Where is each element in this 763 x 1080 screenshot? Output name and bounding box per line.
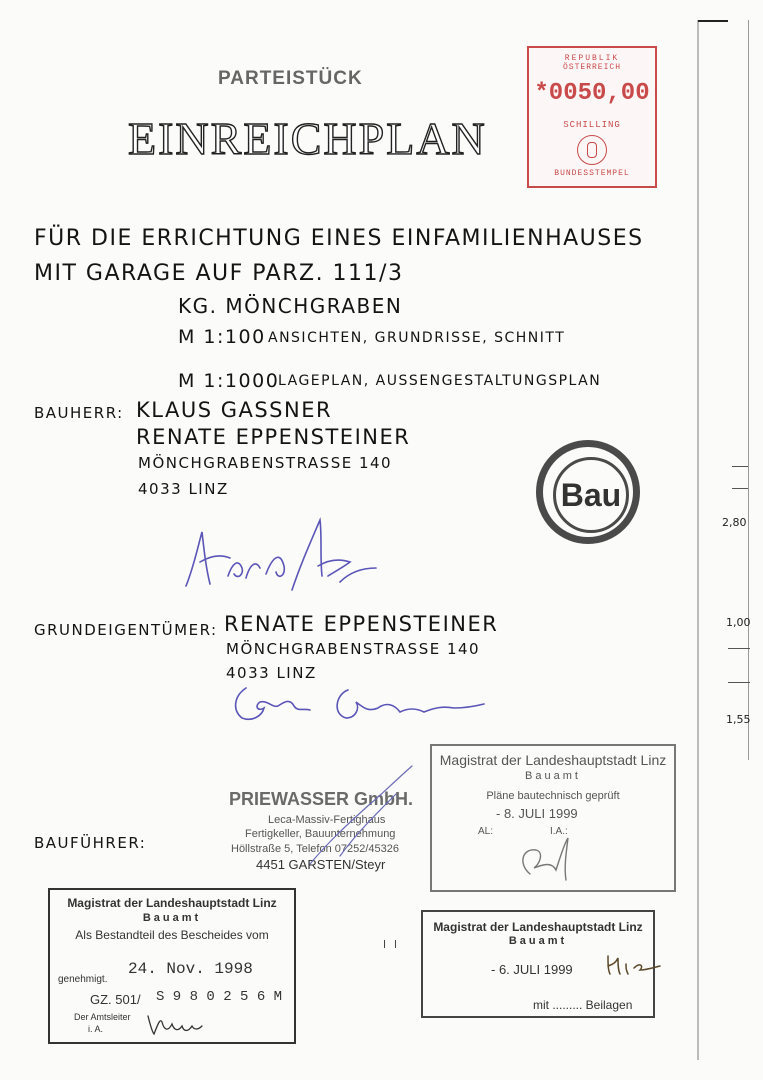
purpose-line-2: MIT GARAGE AUF PARZ. 111/3 xyxy=(34,261,404,286)
cadastral-community: KG. MÖNCHGRABEN xyxy=(178,294,403,318)
fee-stamp-amount: *0050,00 xyxy=(534,80,650,107)
edge-tick xyxy=(728,648,750,649)
grundeigentuemer-city: 4033 LINZ xyxy=(226,664,317,682)
contractor-line: Fertigkeller, Bauunternehmung xyxy=(245,828,396,840)
grundeigentuemer-street: MÖNCHGRABENSTRASSE 140 xyxy=(226,640,481,658)
edge-tick xyxy=(732,488,748,489)
bauherr-label: BAUHERR: xyxy=(34,404,124,422)
stamp-office: Bauamt xyxy=(142,912,202,924)
stamp-ia-label: I.A.: xyxy=(550,826,568,837)
stamp-authority: Magistrat der Landeshauptstadt Linz xyxy=(439,752,667,768)
bauherr-signature xyxy=(180,506,380,606)
page-edge-line xyxy=(697,20,699,1060)
stamp-date-value: - 6. JULI 1999 xyxy=(491,962,573,977)
purpose-line-1: FÜR DIE ERRICHTUNG EINES EINFAMILIENHAUSES xyxy=(34,226,644,251)
bau-stamp-text: Bau xyxy=(553,457,629,533)
bau-round-stamp xyxy=(536,440,640,544)
initials-signature xyxy=(604,952,664,978)
fee-stamp-label: BUNDESSTEMPEL xyxy=(554,169,630,178)
stamp-enclosures: mit ......... Beilagen xyxy=(533,998,633,1012)
contractor-company: PRIEWASSER GmbH. xyxy=(229,789,414,809)
plan-check-stamp xyxy=(430,744,676,892)
stamp-al-label: AL: xyxy=(478,826,494,837)
file-number-label: GZ. 501/ xyxy=(90,992,141,1007)
fee-stamp-currency: SCHILLING xyxy=(563,120,621,130)
bauherr-name: RENATE EPPENSTEINER xyxy=(136,425,411,449)
approved-label: genehmigt. xyxy=(58,974,108,985)
scale-description: ANSICHTEN, GRUNDRISSE, SCHNITT xyxy=(268,330,566,346)
check-signature xyxy=(510,834,590,884)
fee-stamp-country-1: REPUBLIK xyxy=(564,54,620,63)
bauherr-street: MÖNCHGRABENSTRASSE 140 xyxy=(138,454,393,472)
edge-tick xyxy=(728,682,750,683)
fee-stamp-country-2: ÖSTERREICH xyxy=(562,63,621,72)
stamp-approval-note: Als Bestandteil des Bescheides vom xyxy=(75,928,269,942)
edge-dimension: 1,00 xyxy=(726,616,751,629)
bauführer-label: BAUFÜHRER: xyxy=(34,834,147,852)
stamp-authority: Magistrat der Landeshauptstadt Linz xyxy=(433,920,643,934)
approval-date: 24. Nov. 1998 xyxy=(128,960,253,978)
contractor-signature xyxy=(300,760,440,870)
scale-description: LAGEPLAN, AUSSENGESTALTUNGSPLAN xyxy=(278,373,602,389)
grundeigentuemer-name: RENATE EPPENSTEINER xyxy=(224,612,499,636)
margin-mark xyxy=(384,940,396,948)
edge-dimension: 2,80 xyxy=(722,516,747,529)
stamp-check-note: Pläne bautechnisch geprüft xyxy=(486,790,620,802)
approval-stamp xyxy=(48,888,296,1044)
page-edge-line xyxy=(748,20,749,760)
document-type: PARTEISTÜCK xyxy=(218,68,363,89)
amtsleiter-signature xyxy=(144,1008,204,1038)
owner-signature xyxy=(228,678,488,734)
stamp-check-date: - 8. JULI 1999 xyxy=(496,806,578,821)
fee-stamp xyxy=(527,46,657,188)
stamp-office: Bauamt xyxy=(525,770,581,782)
amtsleiter-ia: i. A. xyxy=(88,1024,104,1034)
edge-tick xyxy=(732,466,748,467)
contractor-line: 4451 GARSTEN/Steyr xyxy=(256,857,386,872)
contractor-line: Leca-Massiv-Fertighaus xyxy=(268,814,386,826)
edge-tick xyxy=(698,20,728,22)
grundeigentuemer-label: GRUNDEIGENTÜMER: xyxy=(34,621,218,639)
file-number-value: S 9 8 0 2 5 6 M xyxy=(156,989,283,1005)
coat-of-arms-icon xyxy=(577,135,607,165)
document-title: EINREICHPLAN xyxy=(128,113,487,164)
stamp-office: Bauamt xyxy=(508,935,568,947)
amtsleiter-label: Der Amtsleiter xyxy=(74,1012,131,1022)
edge-dimension: 1,55 xyxy=(726,713,751,726)
contractor-line: Höllstraße 5, Telefon 07252/45326 xyxy=(231,843,399,855)
scale-label: M 1:1000 xyxy=(178,370,280,392)
scale-label: M 1:100 xyxy=(178,326,266,348)
bauherr-city: 4033 LINZ xyxy=(138,480,229,498)
bauherr-name: KLAUS GASSNER xyxy=(136,398,333,422)
stamp-authority: Magistrat der Landeshauptstadt Linz xyxy=(67,896,277,910)
